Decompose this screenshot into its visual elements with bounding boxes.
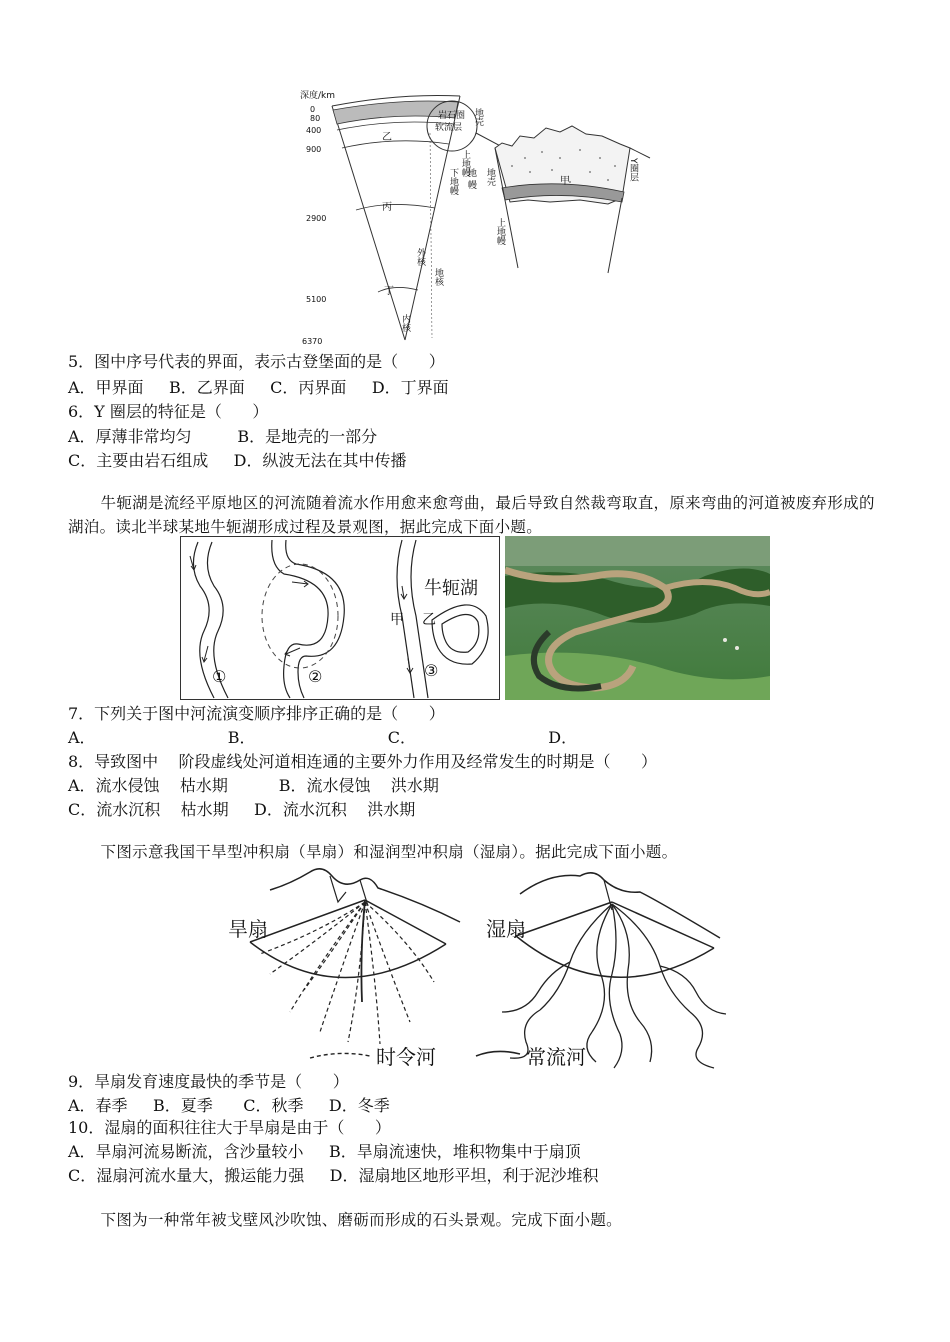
earth-structure-figure bbox=[290, 88, 670, 350]
oxbow-lake-label: 牛轭湖 bbox=[424, 578, 478, 599]
alluvial-fan-figure bbox=[220, 862, 740, 1072]
label-mantle: 地 bbox=[468, 169, 478, 179]
label-lithosphere: 岩石圈 bbox=[438, 111, 466, 121]
question-8-options-ab: A．流水侵蚀 枯水期 B．流水侵蚀 洪水期 bbox=[68, 776, 439, 795]
question-6-options-ab: A．厚薄非常均匀 B．是地壳的一部分 bbox=[68, 427, 378, 446]
label-mantle-2: 幔 bbox=[468, 181, 478, 191]
depth-tick-6370: 6370 bbox=[302, 337, 323, 346]
stage-3-label: ③ bbox=[424, 661, 439, 680]
question-5-stem: 5．图中序号代表的界面，表示古登堡面的是（ ） bbox=[68, 352, 445, 371]
stage-1-label: ① bbox=[212, 667, 227, 686]
depth-tick-400: 400 bbox=[306, 126, 322, 135]
inset-upper-mantle: 上地幔 bbox=[495, 218, 505, 245]
label-upper-mantle: 上地幔 bbox=[460, 150, 470, 177]
bank-yi-label: 乙 bbox=[422, 612, 436, 628]
question-6-stem: 6．Y 圈层的特征是（ ） bbox=[68, 402, 269, 421]
oxbow-lake-photo bbox=[505, 536, 770, 700]
legend-perennial-river: 常流河 bbox=[526, 1045, 586, 1069]
dry-fan-label: 旱扇 bbox=[228, 917, 268, 941]
question-10-stem: 10．湿扇的面积往往大于旱扇是由于（ ） bbox=[68, 1118, 391, 1137]
label-core: 地核 bbox=[433, 268, 443, 286]
depth-tick-80: 80 bbox=[310, 114, 321, 123]
boundary-ding: 丁 bbox=[384, 286, 394, 297]
question-7-stem: 7．下列关于图中河流演变顺序排序正确的是（ ） bbox=[68, 704, 445, 723]
question-10-options-cd: C．湿扇河流水量大，搬运能力强 D．湿扇地区地形平坦，利于泥沙堆积 bbox=[68, 1166, 599, 1185]
bank-jia-label: 甲 bbox=[390, 612, 404, 628]
question-5-options: A．甲界面 B．乙界面 C．丙界面 D．丁界面 bbox=[68, 378, 449, 397]
depth-tick-5100: 5100 bbox=[306, 295, 327, 304]
wet-fan-label: 湿扇 bbox=[486, 917, 526, 941]
intro-gobi-stone: 下图为一种常年被戈壁风沙吹蚀、磨砺而形成的石头景观。完成下面小题。 bbox=[100, 1211, 622, 1229]
inset-y-layer: Y圈层 bbox=[628, 158, 638, 182]
depth-axis-label: 深度/km bbox=[300, 91, 336, 101]
question-7-options: A． B． C． D． bbox=[68, 728, 578, 747]
legend-seasonal-river: 时令河 bbox=[376, 1045, 436, 1069]
depth-tick-0: 0 bbox=[310, 105, 316, 114]
label-inner-core: 内核 bbox=[400, 314, 410, 332]
question-10-options-ab: A．旱扇河流易断流，含沙量较小 B．旱扇流速快，堆积物集中于扇顶 bbox=[68, 1142, 581, 1161]
label-outer-core: 外核 bbox=[415, 248, 425, 266]
depth-tick-900: 900 bbox=[306, 145, 322, 154]
intro-oxbow-lake: 牛轭湖是流经平原地区的河流随着流水作用愈来愈弯曲，最后导致自然裁弯取直，原来弯曲的河道被废弃形成的湖泊。读北半球某地牛轭湖形成过程及景观图，据此完成下面小题。 bbox=[68, 494, 875, 536]
boundary-bing: 丙 bbox=[382, 202, 392, 213]
stage-2-label: ② bbox=[308, 667, 323, 686]
intro-alluvial-fan: 下图示意我国干旱型冲积扇（旱扇）和湿润型冲积扇（湿扇）。据此完成下面小题。 bbox=[100, 843, 678, 861]
question-9-stem: 9．旱扇发育速度最快的季节是（ ） bbox=[68, 1072, 349, 1091]
label-asthenosphere: 软流层 bbox=[435, 123, 463, 133]
question-8-options-cd: C．流水沉积 枯水期 D．流水沉积 洪水期 bbox=[68, 800, 416, 819]
inset-jia: 甲 bbox=[560, 176, 570, 187]
question-6-options-cd: C．主要由岩石组成 D．纵波无法在其中传播 bbox=[68, 451, 407, 470]
inset-crust: 地壳 bbox=[485, 168, 495, 186]
label-lower-mantle: 下地幔 bbox=[448, 168, 458, 195]
boundary-yi: 乙 bbox=[382, 132, 392, 143]
label-crust: 地壳 bbox=[473, 108, 483, 126]
question-8-stem: 8．导致图中 阶段虚线处河道相连通的主要外力作用及经常发生的时期是（ ） bbox=[68, 752, 658, 771]
depth-tick-2900: 2900 bbox=[306, 214, 327, 223]
question-9-options: A．春季 B．夏季 C．秋季 D．冬季 bbox=[68, 1096, 390, 1115]
oxbow-lake-diagram bbox=[180, 536, 500, 700]
